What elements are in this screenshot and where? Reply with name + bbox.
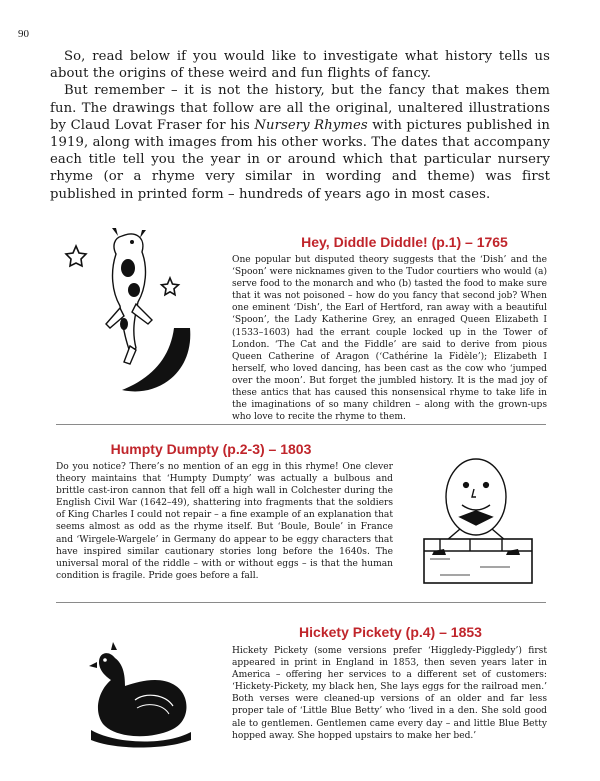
section-divider [56,424,546,425]
section-divider [56,602,546,603]
humpty-dumpty-on-wall-illustration [410,455,545,585]
section-title-hey-diddle-diddle: Hey, Diddle Diddle! (p.1) – 1765 [301,234,508,250]
section-body-hickety-pickety: Hickety Pickety (some versions prefer ‘Higgledy-Piggledy’) first appeared in print in England in 1853, then seven years later in America – offering her services to a different set of customers: ‘Hickety-Pickety, my black hen, She lays eggs for the railroad men.’ Both verses were cleaned-up versions of an older and far less proper tale of ‘Little Blue Betty’ who ‘lived in a den. She sold good ale to gentlemen. Gentlemen came every day – and little Blue Betty hopped away. She hopped upstairs to make her bed.’ [232,646,547,741]
intro-paragraph-2: But remember – it is not the history, but the fancy that makes them fun. The drawings that follow are all the original, unaltered illustrations by Claud Lovat Fraser for his Nursery Rhymes with pictures published in 1919, along with images from his other works. The dates that accompany each title tell you the year in or around which that particular nursery rhyme (or a rhyme very similar in wording and theme) was first published in printed form – hundreds of years ago in most cases. [50,83,550,202]
black-hen-illustration [85,640,195,750]
intro-text [50,48,550,203]
section-body-hey-diddle-diddle: One popular but disputed theory suggests that the ‘Dish’ and the ‘Spoon’ were nicknames given to the Tudor courtiers who would (a) serve food to the monarch and who (b) tasted the food to make sure that it was not poisoned – how do you fancy that second job? When one eminent ‘Dish’, the Earl of Hertford, ran away with a beautiful ‘Spoon’, the Lady Katherine Grey, an enraged Queen Elizabeth I (1533–1603) had the errant couple locked up in the Tower of London. ‘The Cat and the Fiddle’ are said to derive from pious Queen Catherine of Aragon (‘Cathérine la Fidèle’); Elizabeth I herself, who loved dancing, has been cast as the cow who ‘jumped over the moon’. But forget the jumbled history. It is the mad joy of these antics that has caused this nonsensical rhyme to take life in the imaginations of so many children – along with the grown-ups who love to recite the rhyme to them. [232,255,547,423]
book-title: Nursery Rhymes [254,117,368,133]
intro-paragraph-1: So, read below if you would like to investigate what history tells us about the origins of these weird and fun flights of fancy. [50,49,550,82]
section-body-humpty-dumpty: Do you notice? There’s no mention of an egg in this rhyme! One clever theory maintains that ‘Humpty Dumpty’ was actually a bulbous and brittle cast-iron cannon that fell off a high wall in Colchester during the English Civil War (1642–49), shattering into fragments that the soldiers of King Charles I could not repair – a fine example of an explanation that seems almost as odd as the rhyme itself. But ‘Boule, Boule’ in France and ‘Wirgele-Wargele’ in Germany do appear to be eggy characters that have inspired similar cautionary stories long before the 1640s. The universal moral of the riddle – with or without eggs – is that the human condition is fragile. Pride goes before a fall. [56,462,393,581]
page-number: 90 [18,28,29,40]
section-title-humpty-dumpty: Humpty Dumpty (p.2-3) – 1803 [110,441,312,457]
section-title-hickety-pickety: Hickety Pickety (p.4) – 1853 [299,624,482,640]
cow-jumping-over-moon-illustration [62,228,212,400]
